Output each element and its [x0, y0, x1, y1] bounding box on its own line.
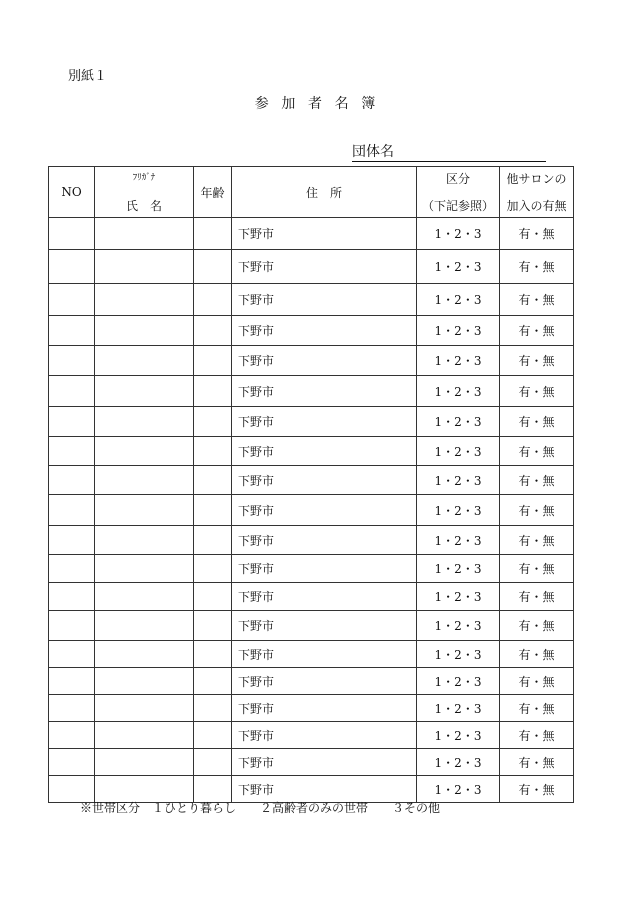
- cell-category[interactable]: 1・2・3: [417, 695, 500, 722]
- cell-category[interactable]: 1・2・3: [417, 526, 500, 555]
- cell-name[interactable]: [95, 218, 194, 250]
- cell-address[interactable]: 下野市: [232, 555, 417, 583]
- cell-address[interactable]: 下野市: [232, 284, 417, 316]
- cell-name[interactable]: [95, 284, 194, 316]
- cell-salon[interactable]: 有・無: [500, 218, 574, 250]
- attachment-label: 別紙１: [68, 69, 108, 84]
- header-salon: [500, 167, 574, 218]
- cell-salon[interactable]: 有・無: [500, 437, 574, 466]
- table-row: [49, 466, 574, 495]
- cell-category[interactable]: 1・2・3: [417, 218, 500, 250]
- cell-age[interactable]: [194, 316, 232, 346]
- cell-address[interactable]: 下野市: [232, 776, 417, 803]
- document-title: 参加者名簿: [254, 96, 388, 112]
- cell-salon[interactable]: 有・無: [500, 407, 574, 437]
- cell-no[interactable]: [49, 641, 95, 668]
- cell-address[interactable]: 下野市: [232, 346, 417, 376]
- household-category-footnote: ※世帯区分 １ひとり暮らし ２高齢者のみの世帯 ３その他: [80, 801, 441, 815]
- cell-address[interactable]: 下野市: [232, 376, 417, 407]
- table-row: [49, 611, 574, 641]
- cell-name[interactable]: [95, 749, 194, 776]
- cell-name[interactable]: [95, 555, 194, 583]
- table-row: [49, 218, 574, 250]
- cell-name[interactable]: [95, 722, 194, 749]
- header-salon-bottom: 加入の有無: [506, 199, 567, 213]
- header-age: 年齢: [194, 167, 232, 218]
- cell-age[interactable]: [194, 218, 232, 250]
- cell-age[interactable]: [194, 583, 232, 611]
- cell-category[interactable]: 1・2・3: [417, 776, 500, 803]
- cell-name[interactable]: [95, 407, 194, 437]
- cell-no[interactable]: [49, 218, 95, 250]
- cell-category[interactable]: 1・2・3: [417, 495, 500, 526]
- header-category-bottom: （下記参照）: [421, 199, 494, 213]
- header-address: 住 所: [232, 167, 417, 218]
- cell-address[interactable]: 下野市: [232, 466, 417, 495]
- table-row: [49, 722, 574, 749]
- cell-address[interactable]: 下野市: [232, 316, 417, 346]
- cell-address[interactable]: 下野市: [232, 695, 417, 722]
- table-row: [49, 495, 574, 526]
- cell-name[interactable]: [95, 495, 194, 526]
- cell-name[interactable]: [95, 641, 194, 668]
- cell-no[interactable]: [49, 437, 95, 466]
- cell-category[interactable]: 1・2・3: [417, 407, 500, 437]
- cell-name[interactable]: [95, 376, 194, 407]
- table-row: [49, 316, 574, 346]
- cell-no[interactable]: [49, 695, 95, 722]
- table-row: [49, 583, 574, 611]
- cell-age[interactable]: [194, 376, 232, 407]
- cell-category[interactable]: 1・2・3: [417, 668, 500, 695]
- cell-category[interactable]: 1・2・3: [417, 722, 500, 749]
- cell-no[interactable]: [49, 526, 95, 555]
- table-row: [49, 641, 574, 668]
- cell-category[interactable]: 1・2・3: [417, 611, 500, 641]
- cell-salon[interactable]: 有・無: [500, 466, 574, 495]
- cell-age[interactable]: [194, 437, 232, 466]
- cell-address[interactable]: 下野市: [232, 641, 417, 668]
- group-name-field[interactable]: 団体名: [352, 144, 546, 162]
- cell-category[interactable]: 1・2・3: [417, 555, 500, 583]
- cell-name[interactable]: [95, 250, 194, 284]
- table-row: [49, 407, 574, 437]
- cell-salon[interactable]: 有・無: [500, 284, 574, 316]
- cell-age[interactable]: [194, 641, 232, 668]
- cell-no[interactable]: [49, 466, 95, 495]
- cell-age[interactable]: [194, 250, 232, 284]
- cell-no[interactable]: [49, 284, 95, 316]
- cell-address[interactable]: 下野市: [232, 495, 417, 526]
- cell-name[interactable]: [95, 526, 194, 555]
- table-row: [49, 284, 574, 316]
- cell-salon[interactable]: 有・無: [500, 641, 574, 668]
- cell-age[interactable]: [194, 695, 232, 722]
- cell-category[interactable]: 1・2・3: [417, 284, 500, 316]
- table-row: [49, 526, 574, 555]
- cell-age[interactable]: [194, 668, 232, 695]
- cell-category[interactable]: 1・2・3: [417, 250, 500, 284]
- cell-age[interactable]: [194, 407, 232, 437]
- cell-salon[interactable]: 有・無: [500, 555, 574, 583]
- cell-no[interactable]: [49, 722, 95, 749]
- cell-age[interactable]: [194, 495, 232, 526]
- header-category: [417, 167, 500, 218]
- cell-salon[interactable]: 有・無: [500, 316, 574, 346]
- cell-salon[interactable]: 有・無: [500, 776, 574, 803]
- cell-salon[interactable]: 有・無: [500, 495, 574, 526]
- header-name: [95, 167, 194, 218]
- cell-address[interactable]: 下野市: [232, 218, 417, 250]
- cell-category[interactable]: 1・2・3: [417, 641, 500, 668]
- cell-no[interactable]: [49, 555, 95, 583]
- cell-address[interactable]: 下野市: [232, 749, 417, 776]
- cell-age[interactable]: [194, 611, 232, 641]
- cell-age[interactable]: [194, 555, 232, 583]
- cell-salon[interactable]: 有・無: [500, 346, 574, 376]
- cell-no[interactable]: [49, 583, 95, 611]
- cell-category[interactable]: 1・2・3: [417, 466, 500, 495]
- table-row: [49, 376, 574, 407]
- header-no: NO: [49, 167, 95, 218]
- cell-no[interactable]: [49, 250, 95, 284]
- cell-name[interactable]: [95, 695, 194, 722]
- cell-salon[interactable]: 有・無: [500, 695, 574, 722]
- cell-salon[interactable]: 有・無: [500, 376, 574, 407]
- cell-salon[interactable]: 有・無: [500, 722, 574, 749]
- cell-name[interactable]: [95, 668, 194, 695]
- cell-salon[interactable]: 有・無: [500, 749, 574, 776]
- cell-address[interactable]: 下野市: [232, 407, 417, 437]
- cell-category[interactable]: 1・2・3: [417, 583, 500, 611]
- table-row: [49, 749, 574, 776]
- cell-salon[interactable]: 有・無: [500, 250, 574, 284]
- table-row: [49, 250, 574, 284]
- cell-name[interactable]: [95, 316, 194, 346]
- cell-no[interactable]: [49, 316, 95, 346]
- cell-no[interactable]: [49, 346, 95, 376]
- cell-age[interactable]: [194, 526, 232, 555]
- cell-no[interactable]: [49, 611, 95, 641]
- table-header-row: [49, 167, 574, 218]
- table-row: [49, 695, 574, 722]
- cell-address[interactable]: 下野市: [232, 437, 417, 466]
- cell-salon[interactable]: 有・無: [500, 583, 574, 611]
- cell-name[interactable]: [95, 466, 194, 495]
- cell-category[interactable]: 1・2・3: [417, 376, 500, 407]
- table-row: [49, 668, 574, 695]
- cell-address[interactable]: 下野市: [232, 526, 417, 555]
- cell-address[interactable]: 下野市: [232, 611, 417, 641]
- cell-name[interactable]: [95, 583, 194, 611]
- table-row: [49, 346, 574, 376]
- cell-address[interactable]: 下野市: [232, 583, 417, 611]
- cell-age[interactable]: [194, 466, 232, 495]
- cell-category[interactable]: 1・2・3: [417, 437, 500, 466]
- cell-age[interactable]: [194, 284, 232, 316]
- cell-no[interactable]: [49, 495, 95, 526]
- cell-salon[interactable]: 有・無: [500, 611, 574, 641]
- cell-no[interactable]: [49, 376, 95, 407]
- header-furigana: ﾌﾘｶﾞﾅ: [132, 173, 156, 183]
- cell-category[interactable]: 1・2・3: [417, 749, 500, 776]
- cell-name[interactable]: [95, 611, 194, 641]
- table-row: [49, 437, 574, 466]
- participant-table: [48, 166, 574, 803]
- cell-address[interactable]: 下野市: [232, 250, 417, 284]
- cell-no[interactable]: [49, 407, 95, 437]
- cell-address[interactable]: 下野市: [232, 722, 417, 749]
- cell-name[interactable]: [95, 346, 194, 376]
- cell-age[interactable]: [194, 346, 232, 376]
- header-category-top: 区分: [445, 172, 470, 186]
- cell-age[interactable]: [194, 722, 232, 749]
- cell-category[interactable]: 1・2・3: [417, 316, 500, 346]
- cell-no[interactable]: [49, 668, 95, 695]
- cell-name[interactable]: [95, 437, 194, 466]
- cell-salon[interactable]: 有・無: [500, 668, 574, 695]
- cell-category[interactable]: 1・2・3: [417, 346, 500, 376]
- table-row: [49, 555, 574, 583]
- cell-no[interactable]: [49, 749, 95, 776]
- cell-age[interactable]: [194, 749, 232, 776]
- header-name-label: 氏 名: [125, 199, 162, 213]
- cell-address[interactable]: 下野市: [232, 668, 417, 695]
- header-salon-top: 他サロンの: [506, 172, 567, 186]
- cell-salon[interactable]: 有・無: [500, 526, 574, 555]
